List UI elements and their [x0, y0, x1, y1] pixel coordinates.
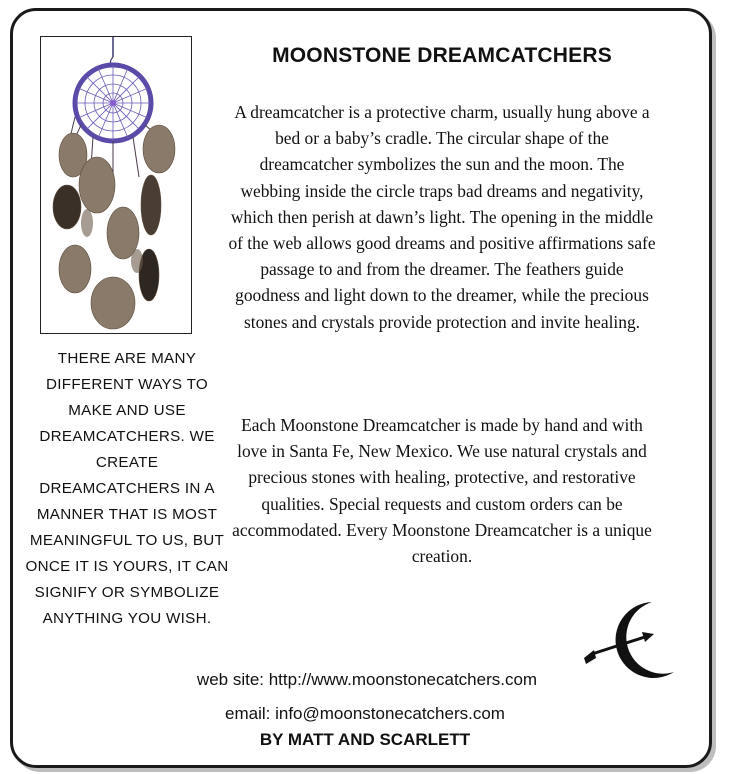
page-title: MOONSTONE DREAMCATCHERS: [272, 44, 612, 67]
sidebar-note: THERE ARE MANY DIFFERENT WAYS TO MAKE AND USE DREAMCATCHERS. WE CREATE DREAMCATCHERS IN A MANNER THAT IS MOST MEANINGFUL TO US, BUT ONCE IT IS YOURS, IT CAN SIGNIFY OR SYMBOLIZE ANYTHING YOU WISH.: [25, 350, 229, 627]
dreamcatcher-photo: [40, 36, 192, 334]
email-line[interactable]: email: info@moonstonecatchers.com: [225, 704, 505, 723]
byline: BY MATT AND SCARLETT: [259, 730, 471, 749]
website-line: [0, 670, 730, 690]
about-paragraph: Each Moonstone Dreamcatcher is made by hand and with love in Santa Fe, New Mexico. We use natural crystals and precious stones with healing, protective, and restorative qualities. Special requests and custom orders can be accommodated. Every Moonstone Dreamcatcher is a unique creation.: [232, 415, 652, 567]
website-text[interactable]: web site: http://www.moonstonecatchers.com: [196, 670, 538, 689]
dreamcatcher-illustration: [41, 37, 191, 333]
intro-paragraph: A dreamcatcher is a protective charm, usually hung above a bed or a baby’s cradle. The circular shape of the dreamcatcher symbolizes the sun and the moon. The webbing inside the circle traps bad dreams and negativity, which then perish at dawn’s light. The opening in the middle of the web allows good dreams and positive affirmations safe passage to and from the dreamer. The feathers guide goodness and light down to the dreamer, while the precious stones and crystals provide protection and invite healing.: [228, 102, 656, 332]
moon-arrow-icon: [578, 598, 682, 680]
